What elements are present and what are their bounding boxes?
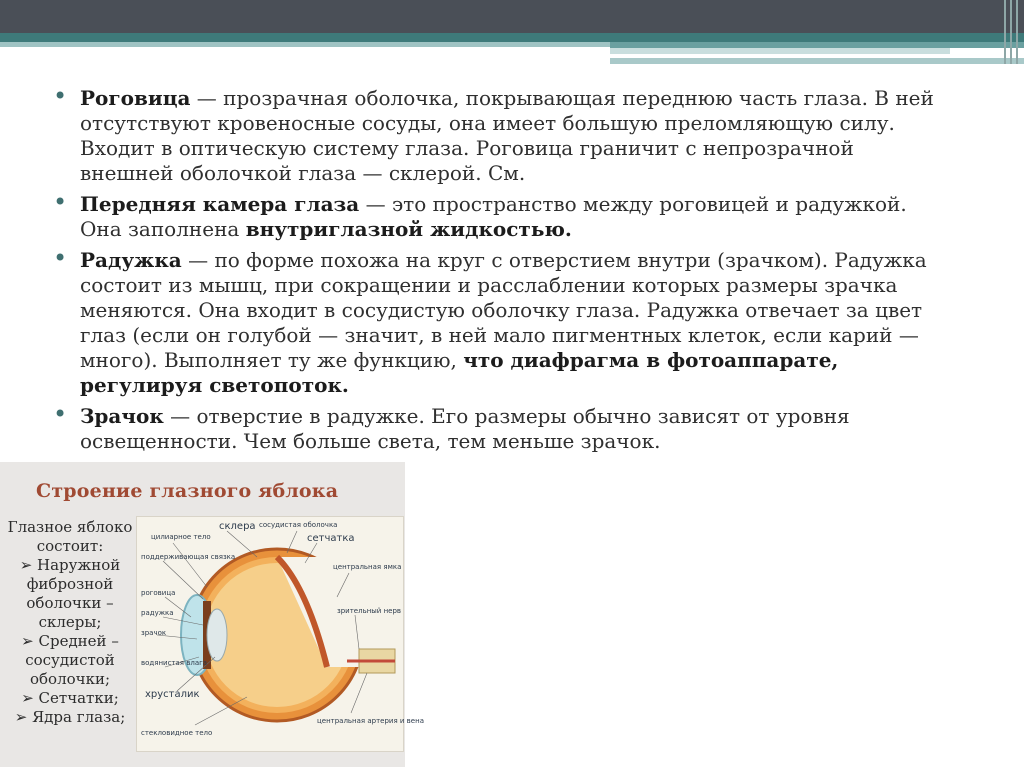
header-stripe bbox=[0, 33, 1024, 42]
header-stripe-right-light bbox=[610, 48, 950, 54]
eye-structure-figure bbox=[0, 462, 424, 767]
label-nerve: зрительный нерв bbox=[337, 607, 402, 615]
label-retina: сетчатка bbox=[307, 533, 355, 544]
label-ligament: поддерживающая связка bbox=[141, 553, 236, 561]
bullet-cornea bbox=[50, 82, 950, 186]
figure-list-head: Глазное яблоко состоит: bbox=[7, 518, 133, 555]
term-anterior-chamber: Передняя камера глаза bbox=[80, 192, 360, 216]
bullet-icon: • bbox=[53, 188, 68, 216]
label-cornea: роговица bbox=[141, 589, 176, 597]
header-stripe-right-lower bbox=[610, 58, 1024, 64]
label-vitreous: стекловидное тело bbox=[141, 729, 213, 737]
bullet-list bbox=[50, 82, 950, 454]
figure-title: Строение глазного яблока bbox=[36, 480, 339, 502]
bullet-icon: • bbox=[53, 82, 68, 110]
label-fovea: центральная ямка bbox=[333, 563, 402, 571]
text-pupil: — отверстие в радужке. Его размеры обычно зависят от уровня освещенности. Чем больше света, тем меньше зрачок. bbox=[80, 404, 850, 453]
figure-list-item: ➢ Наружной фиброзной оболочки – склеры; bbox=[19, 556, 121, 631]
term-iris: Радужка bbox=[80, 248, 182, 272]
bullet-icon: • bbox=[53, 400, 68, 428]
text-anterior-chamber: — это пространство между роговицей и радужкой. Она заполнена bbox=[80, 192, 907, 241]
label-artery: центральная артерия и вена bbox=[317, 717, 424, 725]
term-cornea: Роговица bbox=[80, 86, 191, 110]
header-edge-lines bbox=[1000, 0, 1024, 64]
label-iris: радужка bbox=[141, 609, 174, 617]
tail-anterior-chamber: внутриглазной жидкостью. bbox=[245, 217, 572, 241]
eye-diagram bbox=[136, 516, 424, 752]
figure-list-item: ➢ Средней – сосудистой оболочки; bbox=[21, 632, 119, 688]
label-pupil: зрачок bbox=[141, 629, 167, 637]
header-band bbox=[0, 0, 1024, 33]
label-aqueous: водянистая влага bbox=[141, 659, 208, 667]
label-choroid: сосудистая оболочка bbox=[259, 521, 338, 529]
bullet-anterior-chamber bbox=[50, 188, 950, 242]
eye-illustration bbox=[137, 517, 424, 751]
label-lens: хрусталик bbox=[145, 689, 200, 700]
header-stripe-light bbox=[0, 42, 610, 47]
bullet-pupil bbox=[50, 400, 950, 454]
text-cornea: — прозрачная оболочка, покрывающая переднюю часть глаза. В ней отсутствуют кровеносные сосуды, она имеет большую преломляющую силу. Входит в оптическую систему глаза. Роговица граничит с непрозрачной внешней оболочкой глаза — склерой. См. bbox=[80, 86, 934, 185]
slide-body bbox=[50, 82, 950, 460]
figure-list bbox=[6, 518, 134, 727]
label-ciliary: цилиарное тело bbox=[151, 533, 211, 541]
bullet-iris bbox=[50, 244, 950, 398]
bullet-icon: • bbox=[53, 244, 68, 272]
text-iris: — по форме похожа на круг с отверстием внутри (зрачком). Радужка состоит из мышц, при сокращении и расслаблении которых размеры зрачка меняются. Она входит в сосудистую оболочку глаза. Радужка отвечает за цвет глаз (если он голубой — значит, в ней мало пигментных клеток, если карий — много). Выполняет ту же функцию, bbox=[80, 248, 927, 372]
term-pupil: Зрачок bbox=[80, 404, 164, 428]
figure-list-item: ➢ Сетчатки; bbox=[21, 689, 119, 707]
lens-shape bbox=[207, 609, 227, 661]
figure-list-item: ➢ Ядра глаза; bbox=[14, 708, 126, 726]
tail-iris: что диафрагма в фотоаппарате, регулируя светопоток. bbox=[80, 348, 839, 397]
label-sclera: склера bbox=[219, 521, 256, 532]
